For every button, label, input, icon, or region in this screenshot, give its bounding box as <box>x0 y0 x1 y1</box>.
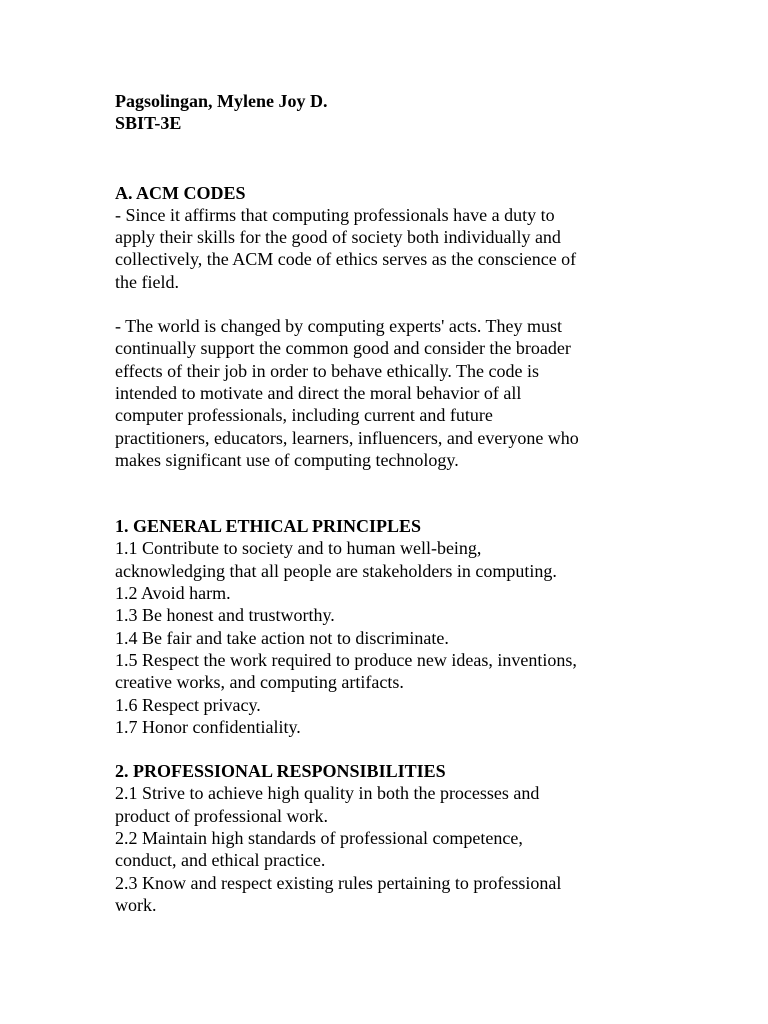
paragraph-line: continually support the common good and consider the broader <box>115 338 571 359</box>
paragraph-line: effects of their job in order to behave ethically. The code is <box>115 360 540 381</box>
paragraph-line: practitioners, educators, learners, influencers, and everyone who <box>115 427 579 448</box>
section-1-list <box>115 537 755 738</box>
class-section: SBIT-3E <box>115 113 182 134</box>
spacer <box>115 293 755 315</box>
paragraph-line: - Since it affirms that computing professionals have a duty to <box>115 204 555 225</box>
section-a-paragraph-1 <box>115 204 755 293</box>
document-page <box>115 90 755 916</box>
paragraph-line: the field. <box>115 271 179 292</box>
author-name: Pagsolingan, Mylene Joy D. <box>115 91 328 111</box>
section-1-heading: 1. GENERAL ETHICAL PRINCIPLES <box>115 516 422 537</box>
paragraph-line: apply their skills for the good of society both individually and <box>115 227 561 248</box>
list-item: 1.3 Be honest and trustworthy. <box>115 605 335 626</box>
spacer <box>115 471 755 515</box>
list-item: 2.1 Strive to achieve high quality in both the processes and <box>115 783 540 804</box>
paragraph-line: - The world is changed by computing experts' acts. They must <box>115 316 562 337</box>
paragraph-line: makes significant use of computing technology. <box>115 449 459 470</box>
list-item: 1.5 Respect the work required to produce new ideas, inventions, <box>115 649 577 670</box>
paragraph-line: computer professionals, including current and future <box>115 405 493 426</box>
list-item: 1.7 Honor confidentiality. <box>115 716 301 737</box>
list-item: 1.6 Respect privacy. <box>115 694 261 715</box>
section-a-paragraph-2 <box>115 315 755 471</box>
spacer <box>115 738 755 760</box>
section-2-heading: 2. PROFESSIONAL RESPONSIBILITIES <box>115 761 446 782</box>
spacer <box>115 135 755 182</box>
paragraph-line: intended to motivate and direct the moral behavior of all <box>115 382 522 403</box>
list-item: 2.2 Maintain high standards of professional competence, <box>115 828 523 849</box>
list-item: conduct, and ethical practice. <box>115 850 326 871</box>
list-item: 1.4 Be fair and take action not to discriminate. <box>115 627 449 648</box>
list-item: 1.2 Avoid harm. <box>115 583 231 604</box>
list-item: 1.1 Contribute to society and to human well-being, <box>115 538 482 559</box>
list-item: 2.3 Know and respect existing rules pertaining to professional <box>115 872 562 893</box>
list-item: creative works, and computing artifacts. <box>115 672 404 693</box>
list-item: product of professional work. <box>115 805 328 826</box>
paragraph-line: collectively, the ACM code of ethics serves as the conscience of <box>115 249 577 270</box>
section-a-heading: A. ACM CODES <box>115 182 246 203</box>
list-item: acknowledging that all people are stakeholders in computing. <box>115 560 557 581</box>
list-item: work. <box>115 894 157 915</box>
section-2-list <box>115 782 755 916</box>
